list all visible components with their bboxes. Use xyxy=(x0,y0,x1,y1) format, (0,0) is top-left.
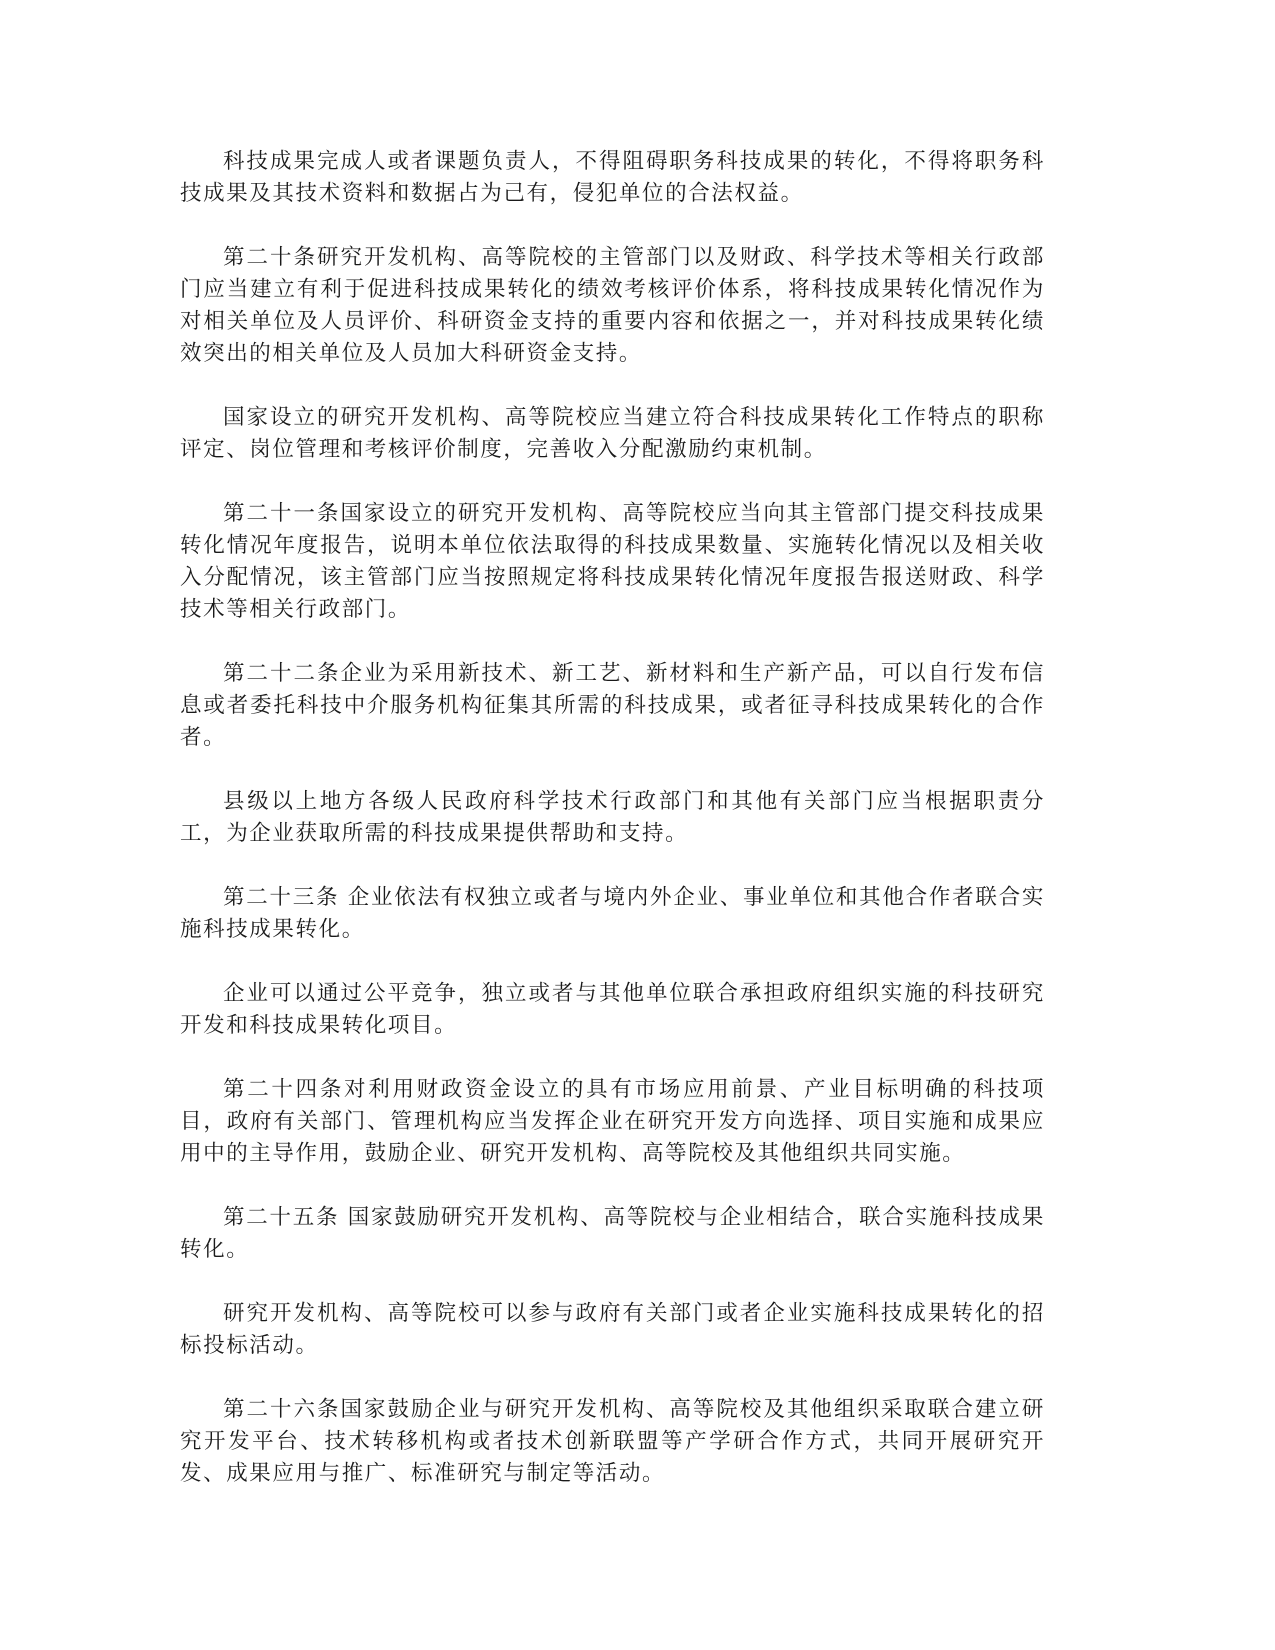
paragraph: 县级以上地方各级人民政府科学技术行政部门和其他有关部门应当根据职责分工，为企业获取所需的科技成果提供帮助和支持。 xyxy=(180,789,1045,846)
paragraph: 第二十二条企业为采用新技术、新工艺、新材料和生产新产品，可以自行发布信息或者委托科技中介服务机构征集其所需的科技成果，或者征寻科技成果转化的合作者。 xyxy=(180,661,1045,750)
paragraph: 国家设立的研究开发机构、高等院校应当建立符合科技成果转化工作特点的职称评定、岗位管理和考核评价制度，完善收入分配激励约束机制。 xyxy=(180,405,1045,462)
paragraph: 第二十六条国家鼓励企业与研究开发机构、高等院校及其他组织采取联合建立研究开发平台、技术转移机构或者技术创新联盟等产学研合作方式，共同开展研究开发、成果应用与推广、标准研究与制定等活动。 xyxy=(180,1397,1045,1486)
paragraph: 研究开发机构、高等院校可以参与政府有关部门或者企业实施科技成果转化的招标投标活动。 xyxy=(180,1301,1045,1358)
paragraph: 企业可以通过公平竞争，独立或者与其他单位联合承担政府组织实施的科技研究开发和科技成果转化项目。 xyxy=(180,981,1045,1038)
paragraph: 第二十条研究开发机构、高等院校的主管部门以及财政、科学技术等相关行政部门应当建立有利于促进科技成果转化的绩效考核评价体系，将科技成果转化情况作为对相关单位及人员评价、科研资金支持的重要内容和依据之一，并对科技成果转化绩效突出的相关单位及人员加大科研资金支持。 xyxy=(180,245,1045,366)
paragraph: 科技成果完成人或者课题负责人，不得阻碍职务科技成果的转化，不得将职务科技成果及其技术资料和数据占为己有，侵犯单位的合法权益。 xyxy=(180,149,1045,206)
paragraph: 第二十五条 国家鼓励研究开发机构、高等院校与企业相结合，联合实施科技成果转化。 xyxy=(180,1205,1045,1262)
paragraph: 第二十四条对利用财政资金设立的具有市场应用前景、产业目标明确的科技项目，政府有关部门、管理机构应当发挥企业在研究开发方向选择、项目实施和成果应用中的主导作用，鼓励企业、研究开发机构、高等院校及其他组织共同实施。 xyxy=(180,1077,1045,1166)
paragraph: 第二十三条 企业依法有权独立或者与境内外企业、事业单位和其他合作者联合实施科技成果转化。 xyxy=(180,885,1045,942)
document-body xyxy=(180,146,1045,1522)
paragraph: 第二十一条国家设立的研究开发机构、高等院校应当向其主管部门提交科技成果转化情况年度报告，说明本单位依法取得的科技成果数量、实施转化情况以及相关收入分配情况，该主管部门应当按照规定将科技成果转化情况年度报告报送财政、科学技术等相关行政部门。 xyxy=(180,501,1045,622)
